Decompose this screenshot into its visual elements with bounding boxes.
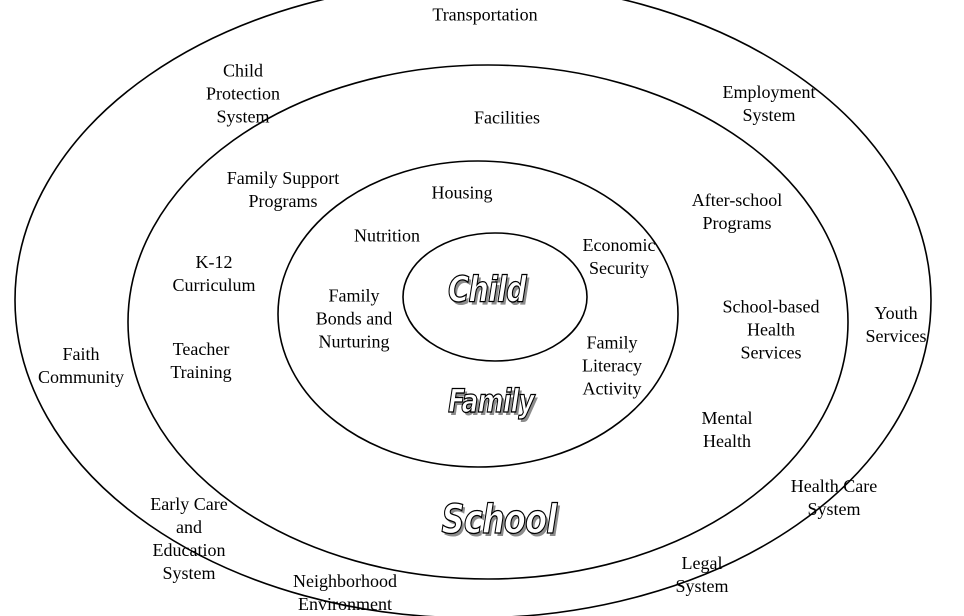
- label-nutrition: Nutrition: [354, 225, 420, 246]
- label-child-protection: Child Protection System: [206, 60, 280, 127]
- label-k12: K-12 Curriculum: [172, 252, 256, 295]
- label-family-literacy: Family Literacy Activity: [582, 332, 642, 399]
- school-ring-title: School: [441, 497, 557, 543]
- label-housing: Housing: [431, 182, 493, 203]
- label-family-support: Family Support Programs: [226, 168, 340, 211]
- label-family-bonds: Family Bonds and Nurturing: [315, 285, 393, 352]
- label-school-health: School-based Health Services: [722, 296, 820, 363]
- label-legal-system: Legal System: [675, 553, 729, 596]
- label-faith-community: Faith Community: [37, 344, 125, 387]
- label-neighborhood: Neighborhood Environment: [293, 571, 397, 614]
- child-ring-title: Child: [448, 269, 526, 311]
- label-teacher-training: Teacher Training: [170, 339, 232, 382]
- label-mental-health: Mental Health: [701, 408, 753, 451]
- family-ring-title: Family: [448, 382, 534, 420]
- label-early-care: Early Care and Education System: [150, 494, 228, 583]
- label-economic-security: Economic Security: [582, 235, 656, 278]
- label-facilities: Facilities: [474, 107, 540, 128]
- label-employment: Employment System: [722, 82, 816, 125]
- label-transportation: Transportation: [432, 4, 538, 25]
- label-after-school: After-school Programs: [691, 190, 783, 233]
- label-youth-services: Youth Services: [865, 303, 927, 346]
- label-health-care: Health Care System: [790, 476, 878, 519]
